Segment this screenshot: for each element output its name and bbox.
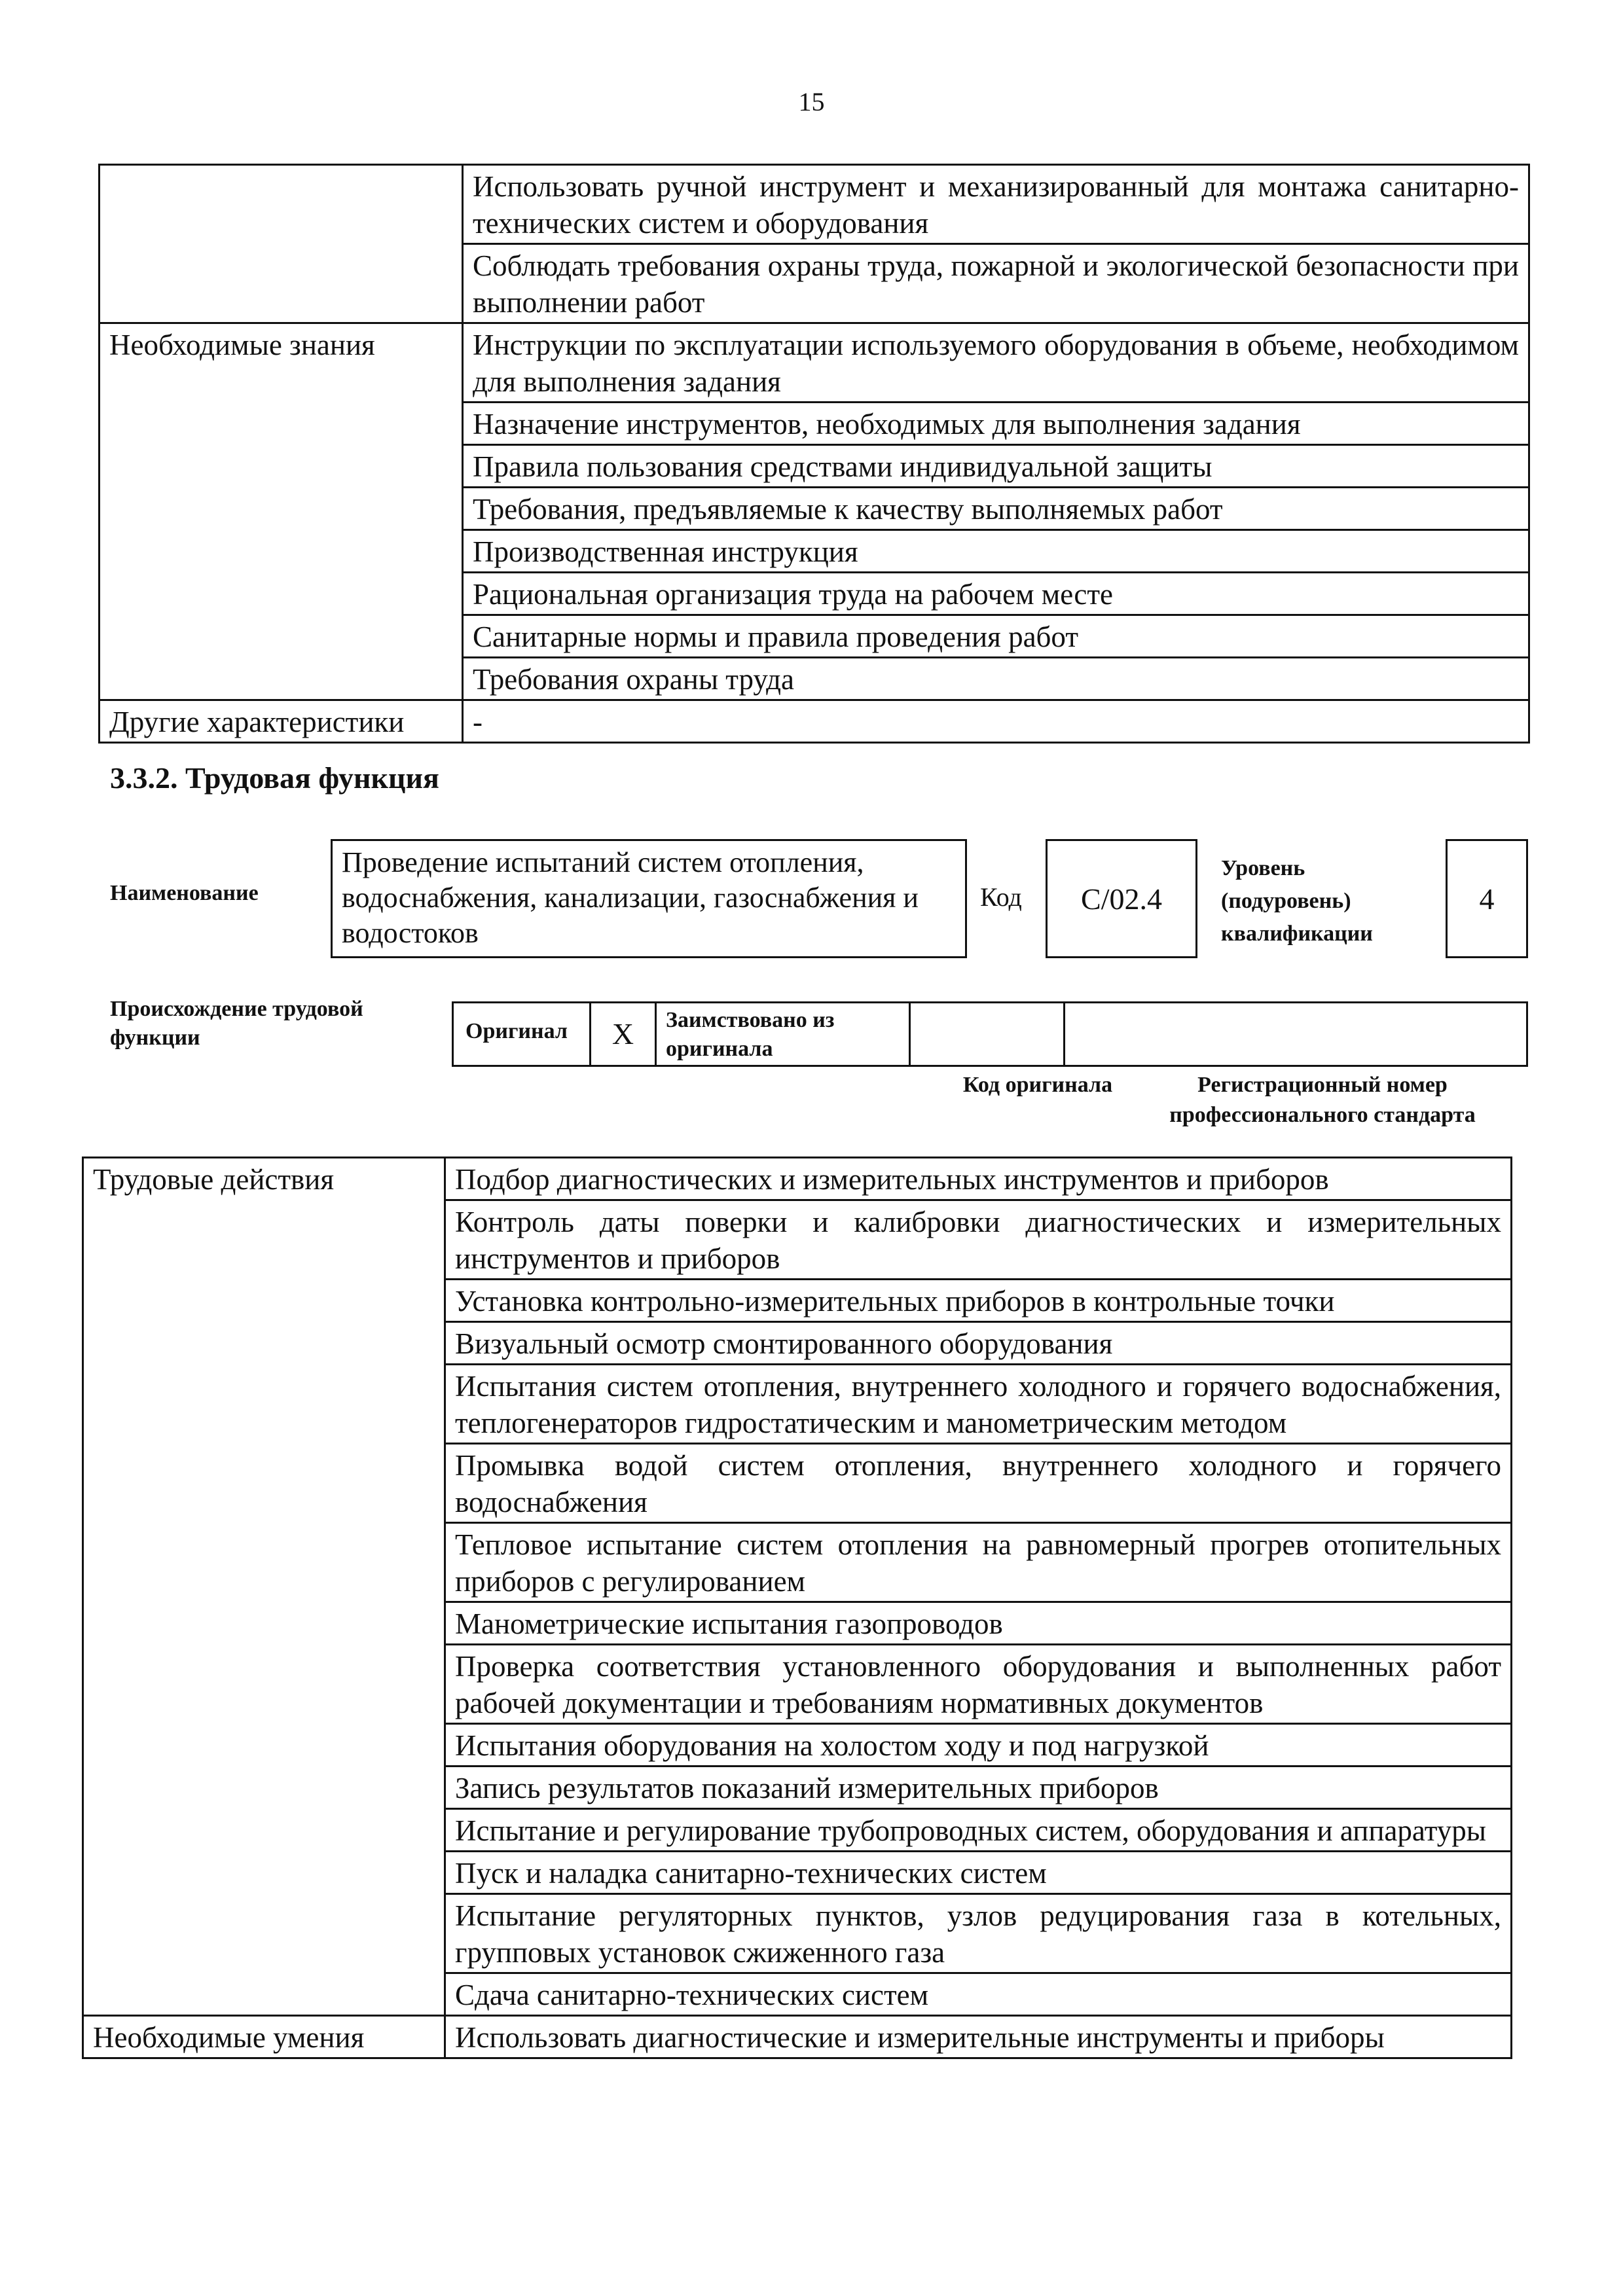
function-name-box: Проведение испытаний систем отопления, водоснабжения, канализации, газоснабжения и водостоков bbox=[331, 839, 967, 958]
table-cell: Тепловое испытание систем отопления на равномерный прогрев отопительных приборов с регулированием bbox=[445, 1523, 1512, 1602]
name-label: Наименование bbox=[110, 881, 259, 905]
reg-number-caption: Регистрационный номер профессионального стандарта bbox=[1169, 1073, 1476, 1127]
level-box: 4 bbox=[1446, 839, 1528, 958]
table-cell: Подбор диагностических и измерительных инструментов и приборов bbox=[445, 1158, 1512, 1200]
origin-label: Происхождение трудовой функции bbox=[110, 997, 363, 1050]
table-cell: Правила пользования средствами индивидуальной защиты bbox=[463, 445, 1529, 488]
table-cell: Проверка соответствия установленного оборудования и выполненных работ рабочей документации и требованиям нормативных документов bbox=[445, 1645, 1512, 1724]
borrowed-cell bbox=[657, 1003, 911, 1065]
page-number: 15 bbox=[798, 87, 825, 117]
table-cell: Пуск и наладка санитарно-технических систем bbox=[445, 1852, 1512, 1894]
table-cell: Испытания оборудования на холостом ходу и под нагрузкой bbox=[445, 1724, 1512, 1767]
table-cell: Производственная инструкция bbox=[463, 530, 1529, 573]
origin-code-caption: Код оригинала bbox=[962, 1073, 1113, 1097]
reg-number-cell bbox=[1065, 1003, 1526, 1065]
code-box: C/02.4 bbox=[1046, 839, 1197, 958]
table-cell: Манометрические испытания газопроводов bbox=[445, 1602, 1512, 1645]
table-cell: Инструкции по эксплуатации используемого оборудования в объеме, необходимом для выполнения задания bbox=[463, 323, 1529, 403]
row-label-actions: Трудовые действия bbox=[83, 1158, 445, 2016]
table-cell: Контроль даты поверки и калибровки диагностических и измерительных инструментов и приборов bbox=[445, 1200, 1512, 1280]
row-label-other: Другие характеристики bbox=[100, 700, 463, 743]
row-label-knowledge: Необходимые знания bbox=[100, 323, 463, 700]
origin-code-cell bbox=[911, 1003, 1065, 1065]
table-cell: Санитарные нормы и правила проведения работ bbox=[463, 615, 1529, 658]
table-cell: Сдача санитарно-технических систем bbox=[445, 1973, 1512, 2016]
competency-table-top bbox=[98, 164, 1530, 744]
borrowed-label: Заимствовано из оригинала bbox=[666, 1008, 835, 1061]
table-cell: Требования, предъявляемые к качеству выполняемых работ bbox=[463, 488, 1529, 530]
level-label: Уровень (подуровень) квалификации bbox=[1221, 856, 1373, 946]
table-cell: Визуальный осмотр смонтированного оборудования bbox=[445, 1322, 1512, 1365]
table-cell: Соблюдать требования охраны труда, пожарной и экологической безопасности при выполнении работ bbox=[463, 244, 1529, 323]
table-cell: Промывка водой систем отопления, внутреннего холодного и горячего водоснабжения bbox=[445, 1444, 1512, 1523]
original-mark-cell bbox=[591, 1003, 657, 1065]
section-heading: 3.3.2. Трудовая функция bbox=[110, 761, 439, 795]
table-cell: Запись результатов показаний измерительных приборов bbox=[445, 1767, 1512, 1809]
table-cell: Использовать ручной инструмент и механизированный для монтажа санитарно-технических систем и оборудования bbox=[463, 165, 1529, 244]
table-cell: Назначение инструментов, необходимых для выполнения задания bbox=[463, 403, 1529, 445]
table-cell: Испытания систем отопления, внутреннего холодного и горячего водоснабжения, теплогенераторов гидростатическим и манометрическим методом bbox=[445, 1365, 1512, 1444]
original-label-cell bbox=[454, 1003, 591, 1065]
origin-row bbox=[452, 1001, 1528, 1067]
code-label: Код bbox=[980, 882, 1022, 912]
table-cell: Требования охраны труда bbox=[463, 658, 1529, 700]
table-cell: Рациональная организация труда на рабочем месте bbox=[463, 573, 1529, 615]
row-label-skills: Необходимые умения bbox=[83, 2016, 445, 2058]
table-cell: Испытание регуляторных пунктов, узлов редуцирования газа в котельных, групповых установок сжиженного газа bbox=[445, 1894, 1512, 1973]
table-cell: Испытание и регулирование трубопроводных систем, оборудования и аппаратуры bbox=[445, 1809, 1512, 1852]
table-cell: Использовать диагностические и измерительные инструменты и приборы bbox=[445, 2016, 1512, 2058]
table-cell: Установка контрольно-измерительных приборов в контрольные точки bbox=[445, 1280, 1512, 1322]
table-cell: - bbox=[463, 700, 1529, 743]
original-label: Оригинал bbox=[465, 1019, 568, 1043]
labor-actions-table bbox=[82, 1157, 1512, 2059]
row-label bbox=[100, 165, 463, 323]
original-mark: X bbox=[611, 1017, 634, 1050]
